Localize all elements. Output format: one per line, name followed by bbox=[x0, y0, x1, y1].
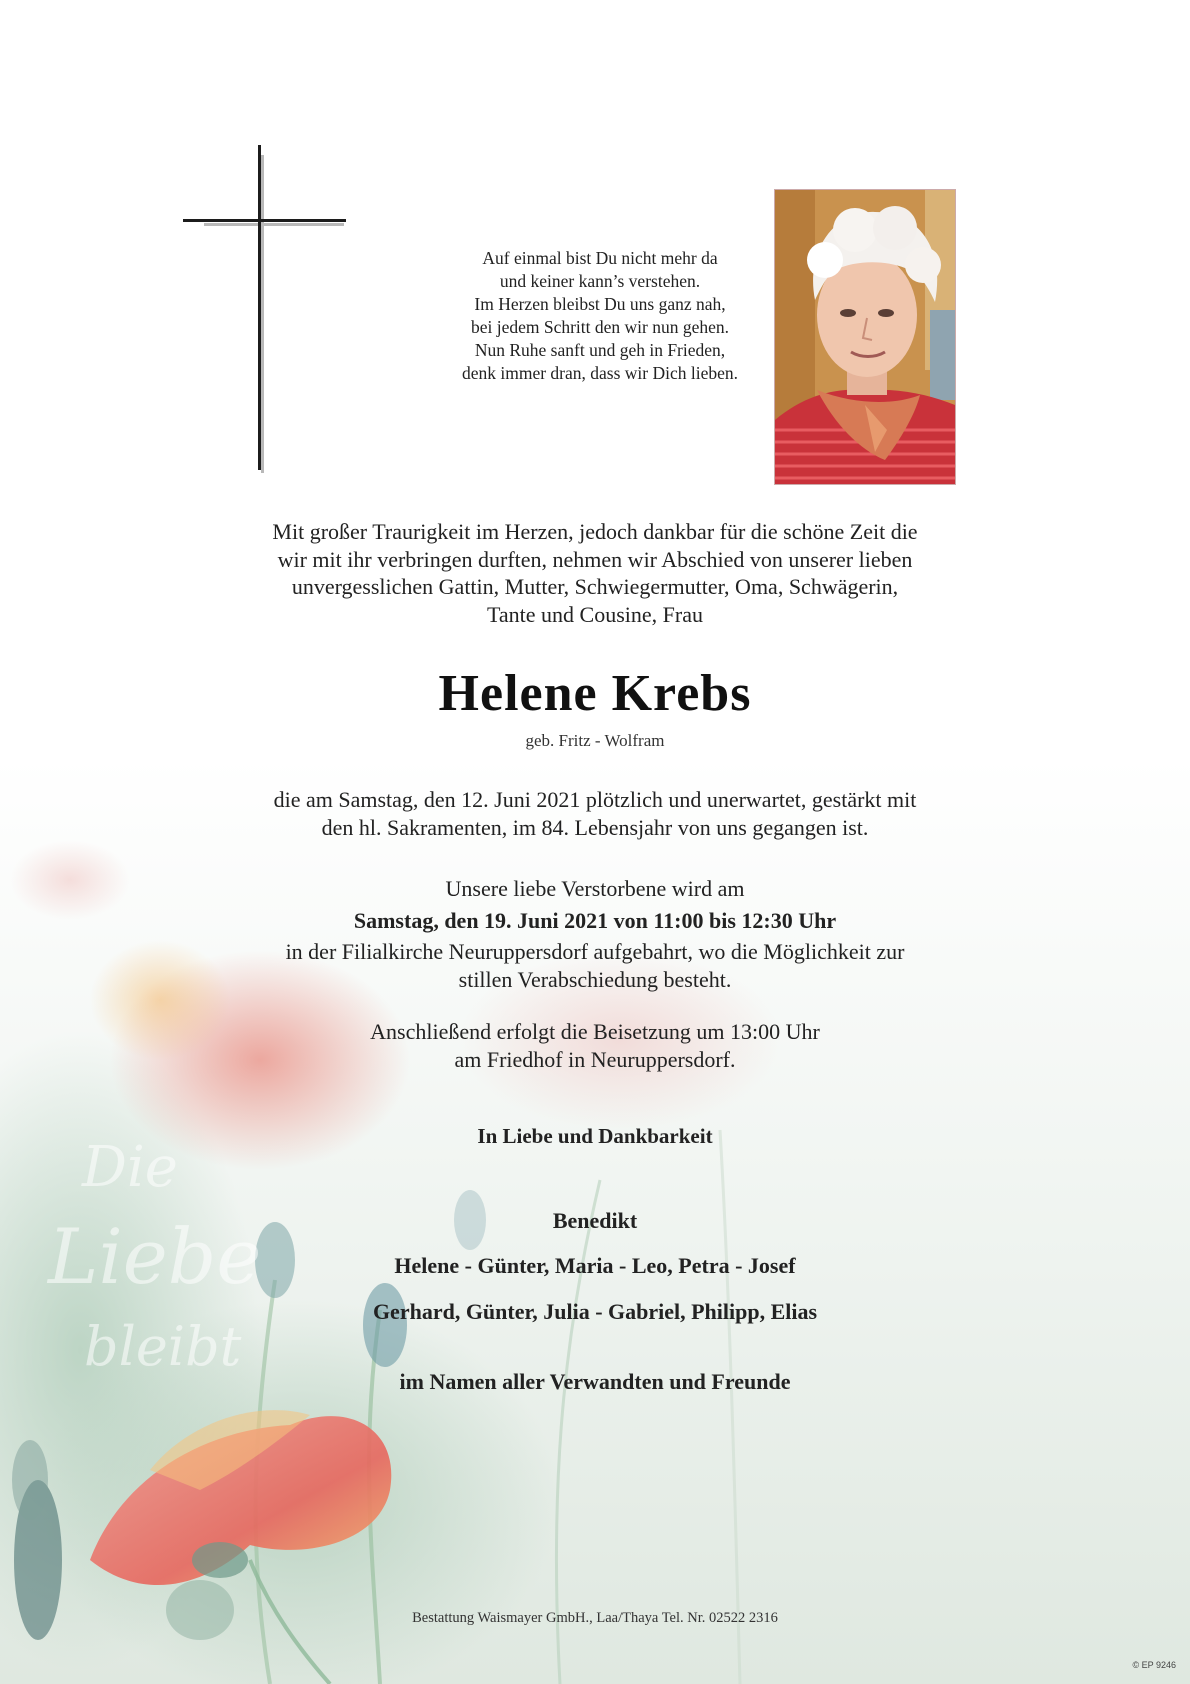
poem-line: bei jedem Schritt den wir nun gehen. bbox=[470, 317, 730, 337]
viewing-notice bbox=[0, 873, 1190, 993]
viewing-line: in der Filialkirche Neuruppersdorf aufgebahrt, wo die Möglichkeit zur bbox=[285, 939, 905, 964]
death-notice-line: die am Samstag, den 12. Juni 2021 plötzlich und unerwartet, gestärkt mit bbox=[273, 787, 917, 812]
poem-line: Auf einmal bist Du nicht mehr da bbox=[482, 248, 718, 268]
burial-line: Anschließend erfolgt die Beisetzung um 13:00 Uhr bbox=[370, 1019, 820, 1044]
intro-line: unvergesslichen Gattin, Mutter, Schwiegermutter, Oma, Schwägerin, bbox=[291, 574, 899, 599]
deceased-name: Helene Krebs bbox=[438, 665, 752, 722]
cross-icon bbox=[183, 145, 348, 475]
viewing-line: Unsere liebe Verstorbene wird am bbox=[445, 876, 745, 901]
funeral-home-footer: Bestattung Waismayer GmbH., Laa/Thaya Tel. Nr. 02522 2316 bbox=[412, 1610, 778, 1626]
family-spouse: Benedikt bbox=[552, 1208, 638, 1233]
portrait-photo bbox=[774, 189, 956, 485]
intro-text bbox=[180, 518, 1010, 628]
viewing-date-time: Samstag, den 19. Juni 2021 von 11:00 bis 12:30 Uhr bbox=[353, 908, 837, 933]
decorative-script-bleibt: bleibt bbox=[84, 1315, 242, 1378]
intro-line: wir mit ihr verbringen durften, nehmen wir Abschied von unserer lieben bbox=[277, 546, 913, 572]
viewing-line: stillen Verabschiedung besteht. bbox=[458, 967, 732, 992]
burial-notice bbox=[0, 1018, 1190, 1073]
family-relatives: im Namen aller Verwandten und Freunde bbox=[399, 1369, 791, 1394]
death-notice-line: den hl. Sakramenten, im 84. Lebensjahr von uns gegangen ist. bbox=[321, 814, 869, 840]
poem-line: denk immer dran, dass wir Dich lieben. bbox=[461, 363, 739, 383]
closing-phrase: In Liebe und Dankbarkeit bbox=[477, 1124, 713, 1148]
product-code: © EP 9246 bbox=[1132, 1660, 1176, 1670]
family-grandchildren: Gerhard, Günter, Julia - Gabriel, Philipp, Elias bbox=[372, 1299, 818, 1324]
poem-line: Nun Ruhe sanft und geh in Frieden, bbox=[474, 340, 726, 360]
poem-line: Im Herzen bleibst Du uns ganz nah, bbox=[474, 294, 726, 314]
intro-line: Tante und Cousine, Frau bbox=[487, 601, 703, 627]
poem-line: und keiner kann’s verstehen. bbox=[499, 271, 701, 291]
intro-line: Mit großer Traurigkeit im Herzen, jedoch dankbar für die schöne Zeit die bbox=[272, 519, 918, 544]
family-children: Helene - Günter, Maria - Leo, Petra - Josef bbox=[394, 1253, 796, 1278]
burial-line: am Friedhof in Neuruppersdorf. bbox=[454, 1046, 736, 1072]
death-notice bbox=[0, 786, 1190, 841]
decorative-script-liebe: Liebe bbox=[48, 1212, 262, 1301]
decorative-script-die: Die bbox=[82, 1135, 178, 1200]
poem bbox=[360, 247, 840, 385]
birth-name: geb. Fritz - Wolfram bbox=[525, 731, 665, 750]
